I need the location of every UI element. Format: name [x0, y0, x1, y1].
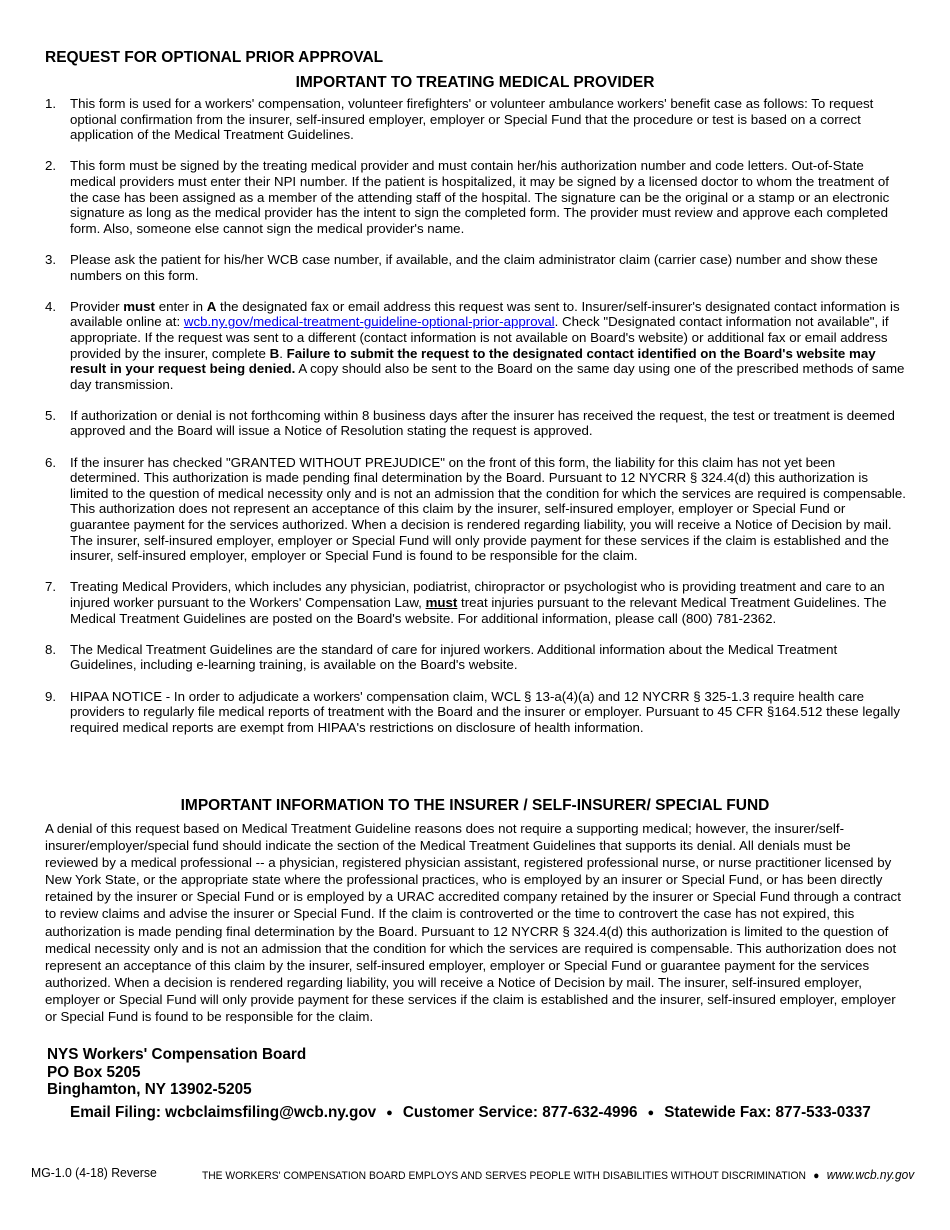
instruction-item-7	[45, 579, 907, 626]
item-number: 9.	[45, 688, 57, 704]
item-number: 2.	[45, 158, 57, 174]
item-text: The Medical Treatment Guidelines are the standard of care for injured workers. Additional information about the Medical Treatment Guidelines, including e-learning training, is available on the Board's website.	[70, 641, 838, 673]
item-text-segment: . Check "Designated contact information not available", if appropriate. If the request was sent to a different (contact information is not available on Board's website) or additional fax or email address provided by the insurer, complete	[70, 314, 889, 361]
item-text-segment: .	[279, 345, 287, 361]
item-text-segment: Treating Medical Providers, which includes any physician, podiatrist, chiropractor or psychologist who is providing treatment and care to an injured worker pursuant to the Workers' Compensation Law,	[70, 579, 885, 610]
address-line-po-box: PO Box 5205	[47, 1063, 141, 1081]
form-identifier: MG-1.0 (4-18) Reverse	[31, 1165, 157, 1180]
instruction-item-8	[45, 642, 907, 673]
denial-warning: Failure to submit the request to the designated contact identified on the Board's website may result in your request being denied.	[70, 345, 876, 377]
non-discrimination-notice: THE WORKERS' COMPENSATION BOARD EMPLOYS AND SERVES PEOPLE WITH DISABILITIES WITHOUT DISCRIMINATION	[201, 1170, 806, 1182]
footer-notice	[202, 1167, 914, 1182]
item-text: This form must be signed by the treating medical provider and must contain her/his authorization number and code letters. Out-of-State medical providers must enter their NPI number. If the patient is hospitalized, it may be signed by a licensed doctor to whom the treatment of the case has been assigned as a member of the attending staff of the hospital. The signature can be the original or a stamp or an electronic signature as long as the medical provider has the intent to sign the completed form. The provider must review and approve each completed form. Also, someone else cannot sign the medical provider's name.	[70, 158, 890, 236]
item-text-segment: A copy should also be sent to the Board on the same day using one of the prescribed methods of same day transmission.	[70, 361, 905, 392]
insurer-section-heading: IMPORTANT INFORMATION TO THE INSURER / SELF-INSURER/ SPECIAL FUND	[180, 797, 770, 814]
item-number: 6.	[45, 454, 57, 470]
instruction-item-2	[45, 158, 907, 236]
item-text	[70, 299, 907, 393]
item-text: If authorization or denial is not forthcoming within 8 business days after the insurer has received the request, the test or treatment is deemed approved and the Board will issue a Notice of Resolution stating the request is approved.	[70, 407, 895, 439]
instruction-item-6	[45, 455, 907, 564]
item-text-segment: the designated fax or email address this request was sent to. Insurer/self-insurer's designated contact information is available online at:	[70, 298, 900, 330]
item-number: 3.	[45, 251, 57, 267]
bullet-separator: ●	[386, 1107, 393, 1119]
item-text: HIPAA NOTICE - In order to adjudicate a workers' compensation claim, WCL § 13-a(4)(a) and 12 NYCRR § 325-1.3 require health care providers to regularly file medical reports of treatment with the Board and the insurer or employer. Pursuant to 45 CFR §164.512 these legally required medical reports are exempt from HIPAA's restrictions on disclosure of health information.	[70, 688, 901, 735]
emphasis-must: must	[425, 595, 458, 610]
item-number: 5.	[45, 407, 57, 423]
item-text-segment: treat injuries pursuant to the relevant Medical Treatment Guidelines. The Medical Treatment Guidelines are posted on the Board's website. For additional information, please call (800) 781-2362.	[70, 595, 887, 626]
item-number: 7.	[45, 579, 57, 595]
instruction-item-9	[45, 689, 907, 736]
website-url: www.wcb.ny.gov	[826, 1167, 914, 1182]
item-text-segment: Provider	[70, 298, 124, 314]
item-number: 1.	[45, 96, 57, 111]
section-a-reference: A	[206, 298, 217, 314]
provider-instructions-list	[45, 96, 907, 751]
item-number: 4.	[45, 298, 57, 314]
board-mailing-address	[47, 1046, 306, 1099]
instruction-item-4	[45, 299, 907, 393]
item-text: If the insurer has checked "GRANTED WITHOUT PREJUDICE" on the front of this form, the liability for this claim has not yet been determined. This authorization is made pending final determination by the Board. Pursuant to 12 NYCRR § 324.4(d) this authorization is limited to the question of medical necessity only and is not an admission that the condition for which the services are required is compensable. This authorization does not represent an acceptance of this claim by the insurer, self-insured employer, employer or Special Fund or guarantee payment for the services authorized. When a decision is rendered regarding liability, you will receive a Notice of Decision by mail. The insurer, self-insured employer, employer or Special Fund will only provide payment for these services if the claim is established and the insurer, self-insured employer, employer or Special Fund is found to be responsible for the claim.	[70, 454, 906, 564]
instruction-item-5	[45, 408, 907, 439]
optional-prior-approval-link[interactable]: wcb.ny.gov/medical-treatment-guideline-optional-prior-approval	[183, 314, 555, 330]
statewide-fax: Statewide Fax: 877-533-0337	[664, 1104, 871, 1121]
item-number: 8.	[45, 641, 57, 657]
instruction-item-3	[45, 252, 907, 283]
item-text-segment: enter in	[155, 298, 207, 314]
bullet-separator: ●	[647, 1107, 655, 1119]
item-text	[70, 579, 907, 626]
item-text: This form is used for a workers' compensation, volunteer firefighters' or volunteer ambulance workers' benefit case as follows: To request optional confirmation from the insurer, self-insured employer, employer or Special Fund that the procedure or test is based on a correct application of the Medical Treatment Guidelines.	[70, 96, 874, 143]
form-title: REQUEST FOR OPTIONAL PRIOR APPROVAL	[45, 49, 384, 66]
section-b-reference: B	[269, 345, 280, 361]
address-line-city: Binghamton, NY 13902-5205	[47, 1081, 252, 1099]
instruction-item-1	[45, 96, 907, 143]
insurer-section-text: A denial of this request based on Medical Treatment Guideline reasons does not require a supporting medical; however, the insurer/self-insurer/employer/special fund should indicate the section of the Medical Treatment Guidelines that supports its denial. All denials must be reviewed by a medical professional -- a physician, registered physician assistant, registered professional nurse, or nurse practitioner licensed by New York State, or the appropriate state where the professional practices, who is employed by an insurer or Special Fund, or has been directly retained by the insurer or Special Fund or is employed by a URAC accredited company retained by the insurer or Special Fund through a contract to review claims and advise the insurer or Special Fund. If the claim is controverted or the time to controvert the case has not expired, this authorization is made pending final determination by the Board. Pursuant to 12 NYCRR § 324.4(d) this authorization is limited to the question of medical necessity only and is not an admission that the condition for which the services are required is compensable. This authorization does not represent an acceptance of this claim by the insurer, self-insured employer, employer or Special Fund or guarantee payment for the services authorized. When a decision is rendered regarding liability, you will receive a Notice of Decision by mail. The insurer, self-insured employer, employer or Special Fund will only provide payment for these services if the claim is established and the insurer, self-insured employer, employer or Special Fund is found to be responsible for the claim.	[45, 821, 901, 1025]
emphasis-must: must	[123, 298, 155, 314]
email-filing: Email Filing: wcbclaimsfiling@wcb.ny.gov	[70, 1104, 377, 1121]
customer-service-phone: Customer Service: 877-632-4996	[402, 1104, 638, 1121]
item-text: Please ask the patient for his/her WCB case number, if available, and the claim administrator claim (carrier case) number and show these numbers on this form.	[70, 251, 878, 283]
contact-info-line	[70, 1104, 871, 1122]
provider-section-heading: IMPORTANT TO TREATING MEDICAL PROVIDER	[295, 74, 655, 91]
address-line-organization: NYS Workers' Compensation Board	[47, 1046, 307, 1063]
bullet-separator: ●	[812, 1170, 820, 1182]
